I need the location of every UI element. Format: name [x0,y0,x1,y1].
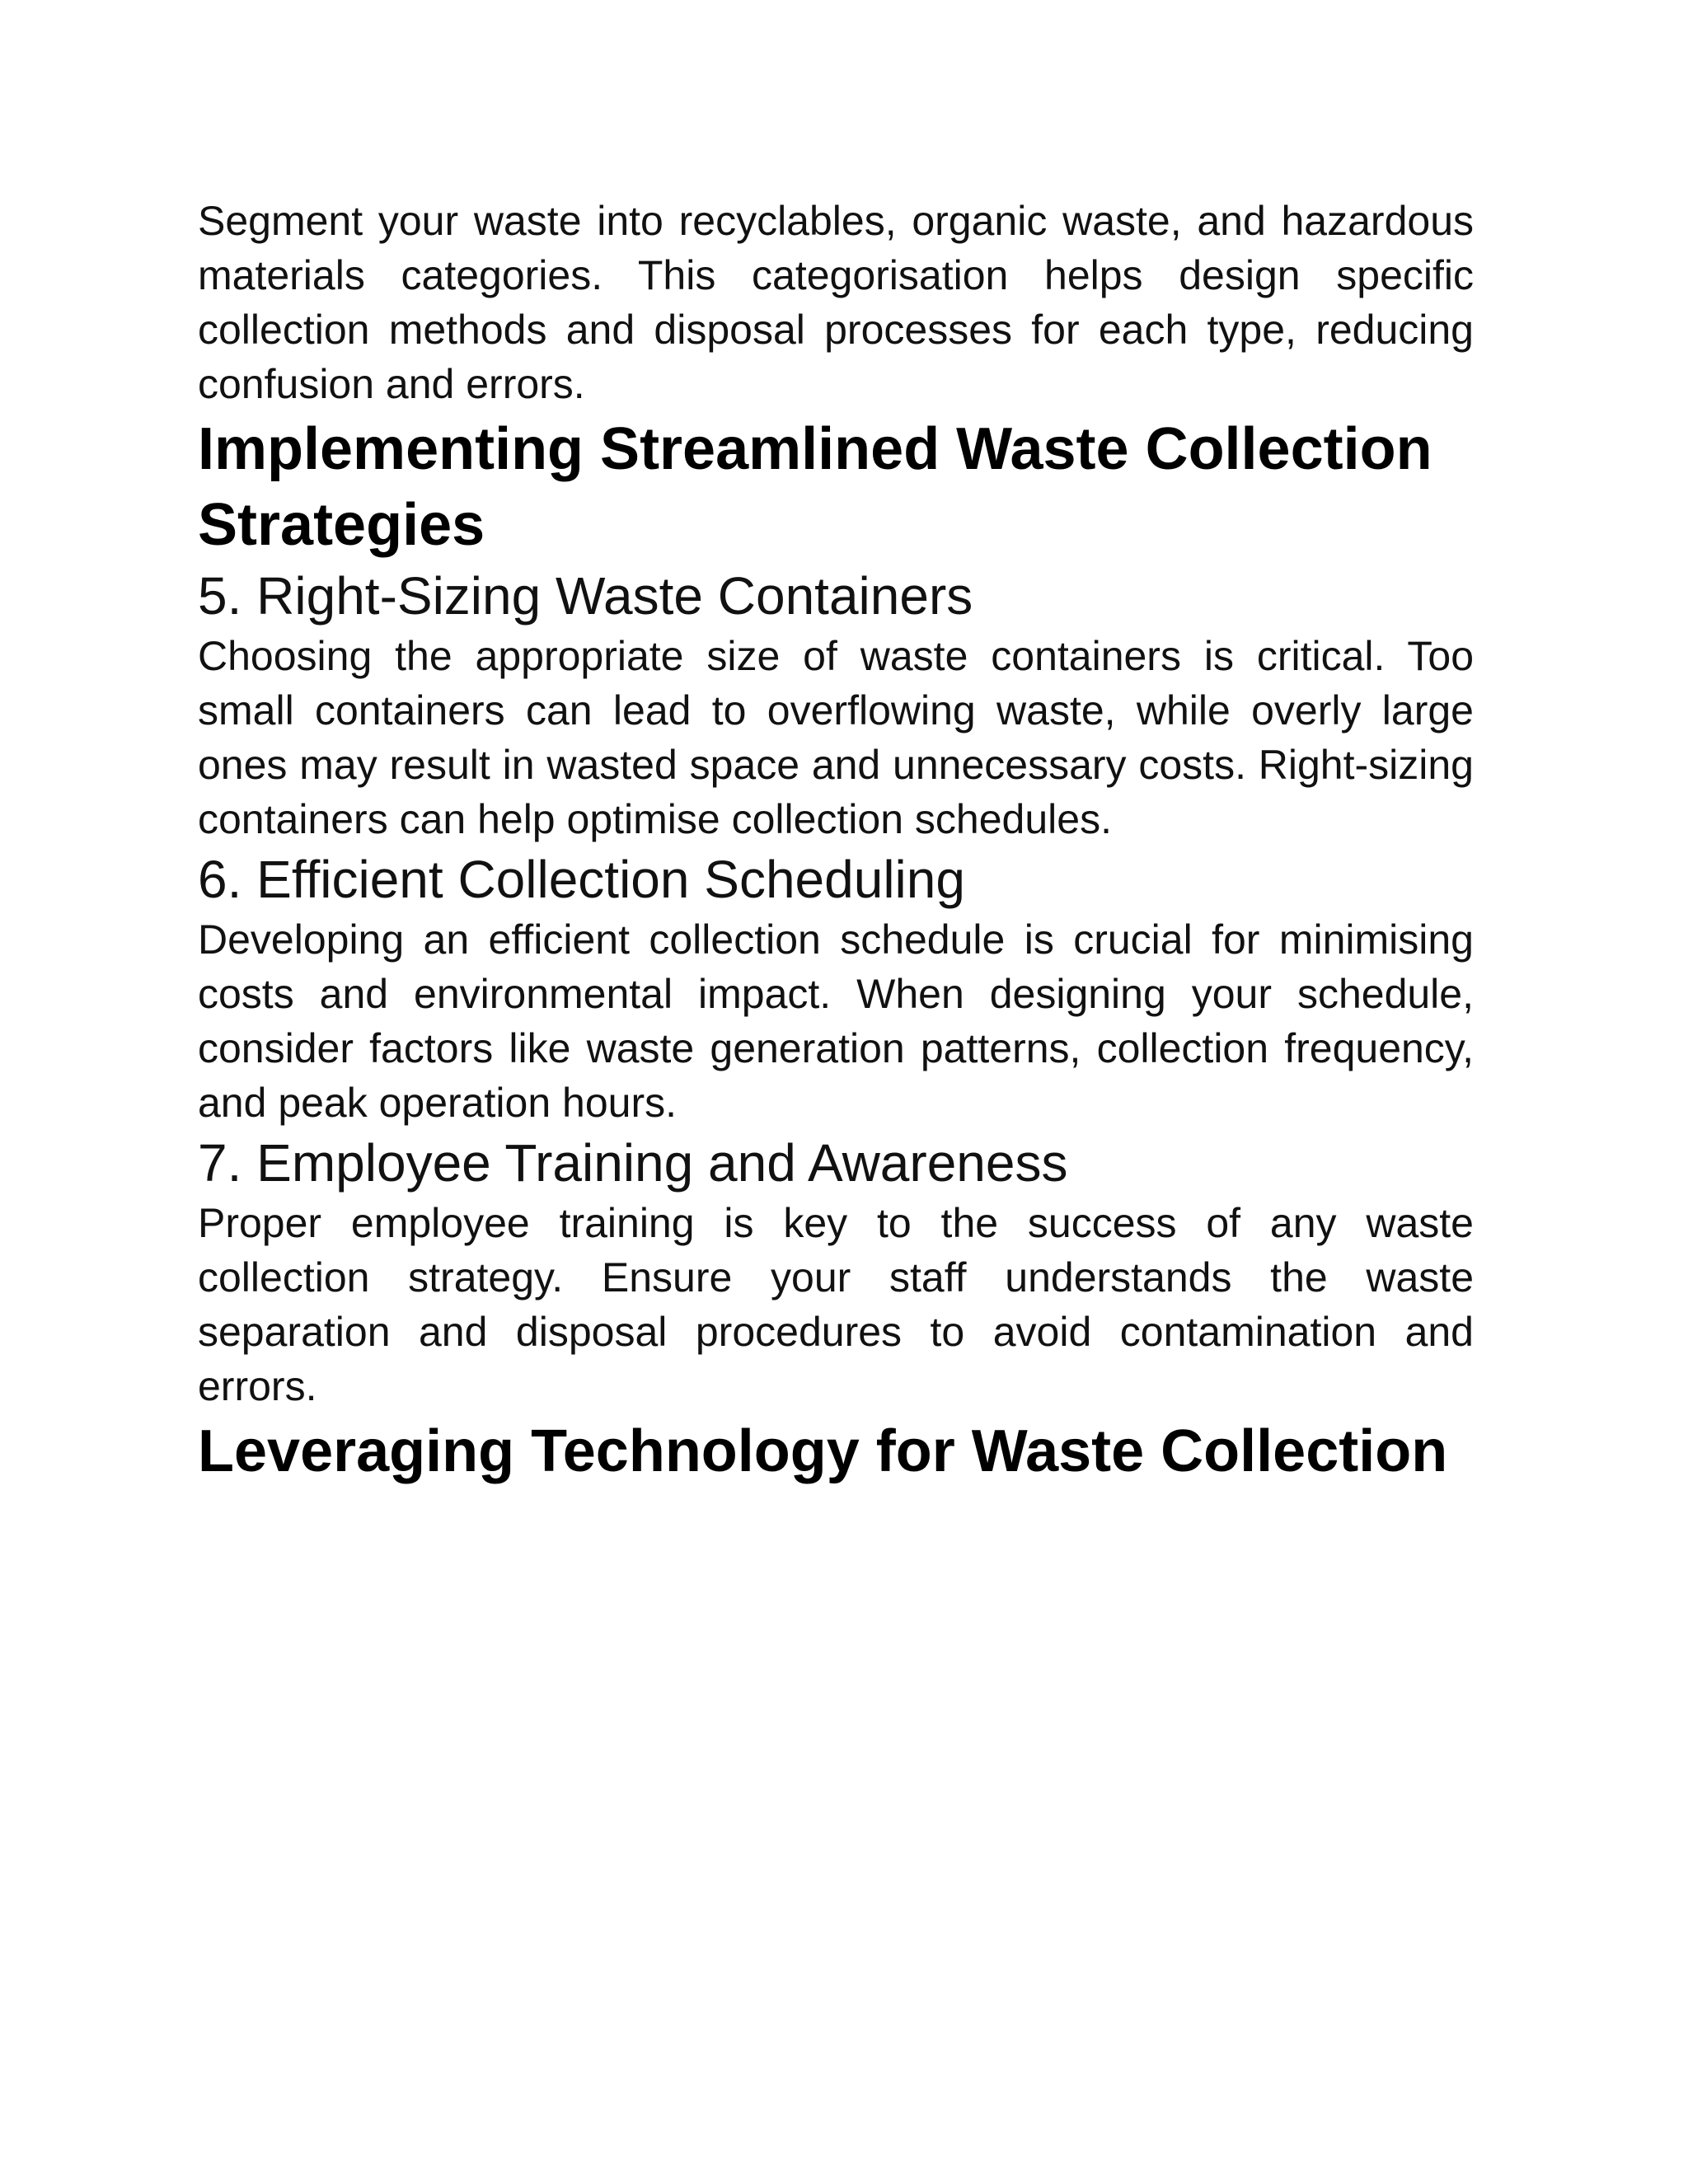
paragraph-right-sizing-containers: Choosing the appropriate size of waste containers is critical. Too small containers can lead to overflowing waste, while overly large ones may result in wasted space and unnecessary costs. Right-sizing containers can help optimise collection schedules. [198,633,1474,842]
subheading-right-sizing-containers: 5. Right-Sizing Waste Containers [198,566,973,626]
paragraph-collection-scheduling: Developing an efficient collection schedule is crucial for minimising costs and environmental impact. When designing your schedule, consider factors like waste generation patterns, collection frequency, and peak operation hours. [198,916,1474,1126]
section-heading-leveraging-technology: Leveraging Technology for Waste Collection [198,1418,1448,1484]
document-page [198,194,1474,1489]
intro-paragraph: Segment your waste into recyclables, organic waste, and hazardous materials categories. This categorisation helps design specific collection methods and disposal processes for each type, reducing confusion and errors. [198,198,1474,407]
subheading-employee-training: 7. Employee Training and Awareness [198,1133,1068,1193]
paragraph-employee-training: Proper employee training is key to the success of any waste collection strategy. Ensure your staff understands the waste separation and disposal procedures to avoid contamination and errors. [198,1200,1474,1409]
section-heading-streamlined-strategies: Implementing Streamlined Waste Collection Strategies [198,416,1432,558]
subheading-collection-scheduling: 6. Efficient Collection Scheduling [198,850,965,909]
